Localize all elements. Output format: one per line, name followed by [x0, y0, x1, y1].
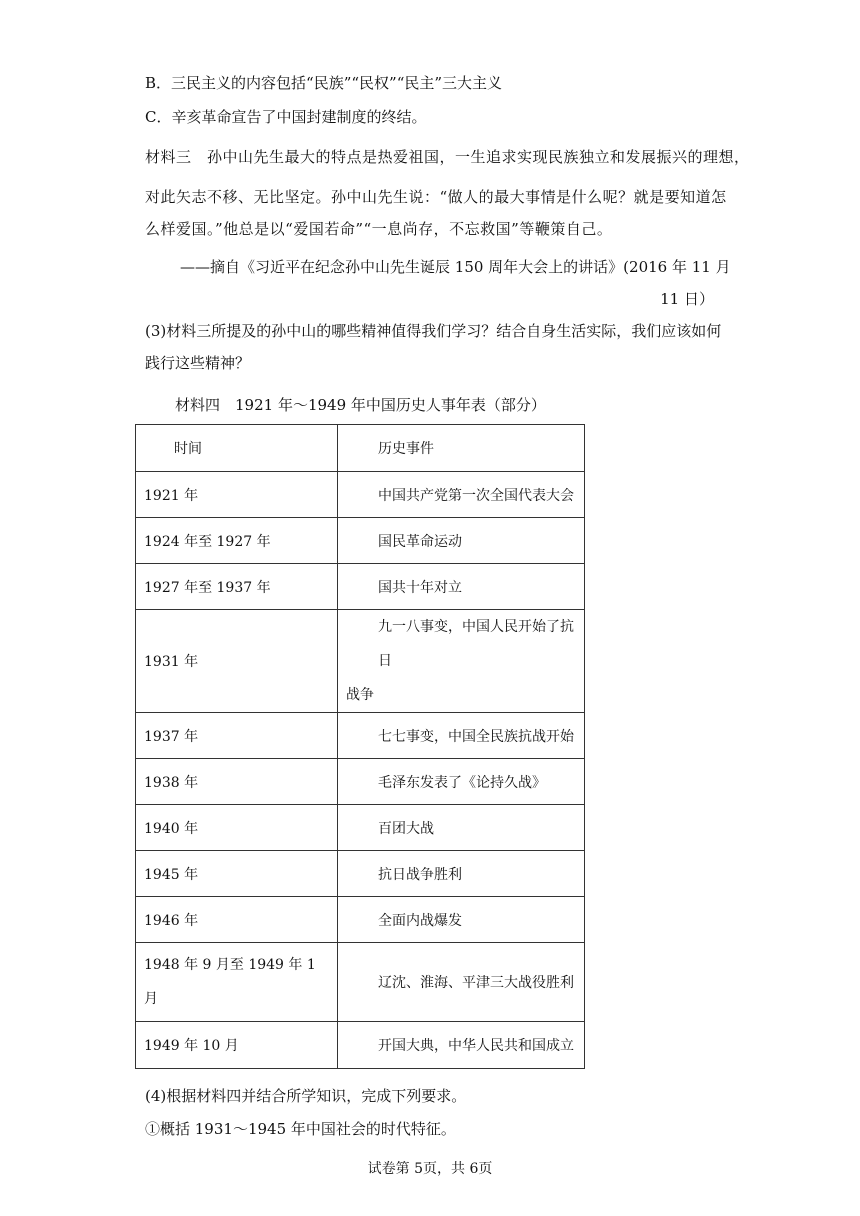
question4-line2: ①概括 1931～1945 年中国社会的时代特征。: [145, 1120, 456, 1138]
table-row: [136, 851, 585, 897]
table-row: [136, 805, 585, 851]
material4-caption: 材料四 1921 年～1949 年中国历史人事年表（部分）: [175, 396, 546, 414]
table-header-row: [136, 425, 585, 472]
option-c: C．辛亥革命宣告了中国封建制度的终结。: [145, 108, 427, 126]
row-time: 1938 年: [136, 759, 338, 805]
material3-line1: 材料三 孙中山先生最大的特点是热爱祖国，一生追求实现民族独立和发展振兴的理想，: [145, 148, 750, 166]
row-event: [338, 610, 585, 713]
row-event-line2: 战争: [346, 687, 374, 703]
row-time-line2: 月: [144, 991, 158, 1007]
option-b: B．三民主义的内容包括“民族”“民权”“民主”三大主义: [145, 74, 503, 92]
table-row: [136, 564, 585, 610]
material3-line3: 么样爱国。”他总是以“爱国若命”“一息尚存，不忘救国”等鞭策自己。: [145, 220, 613, 238]
row-event: 国民革命运动: [338, 518, 585, 564]
row-event: 国共十年对立: [338, 564, 585, 610]
row-time: 1946 年: [136, 897, 338, 943]
table-row: [136, 897, 585, 943]
material3-source-line1: ——摘自《习近平在纪念孙中山先生诞辰 150 周年大会上的讲话》(2016 年 11 月: [180, 258, 731, 276]
table-row: [136, 943, 585, 1022]
row-time-line1: 1948 年 9 月至 1949 年 1: [144, 957, 316, 973]
row-event: 中国共产党第一次全国代表大会: [338, 472, 585, 518]
timeline-table: [135, 424, 585, 1069]
table-row: [136, 518, 585, 564]
row-time: [136, 943, 338, 1022]
question3-line1: (3)材料三所提及的孙中山的哪些精神值得我们学习？结合自身生活实际，我们应该如何: [145, 322, 722, 340]
table-row: [136, 610, 585, 713]
row-time: 1927 年至 1937 年: [136, 564, 338, 610]
header-event: 历史事件: [338, 425, 585, 472]
table-row: [136, 472, 585, 518]
row-event-line1: 九一八事变，中国人民开始了抗日: [378, 619, 574, 669]
header-time: 时间: [136, 425, 338, 472]
row-time: 1931 年: [136, 610, 338, 713]
row-time: 1949 年 10 月: [136, 1022, 338, 1069]
row-time: 1921 年: [136, 472, 338, 518]
row-event: 开国大典，中华人民共和国成立: [338, 1022, 585, 1069]
row-time: 1940 年: [136, 805, 338, 851]
row-time: 1924 年至 1927 年: [136, 518, 338, 564]
row-time: 1937 年: [136, 713, 338, 759]
row-time: 1945 年: [136, 851, 338, 897]
row-event: 毛泽东发表了《论持久战》: [338, 759, 585, 805]
question3-line2: 践行这些精神？: [145, 354, 251, 372]
row-event: 全面内战爆发: [338, 897, 585, 943]
page-footer: 试卷第 5页，共 6页: [367, 1161, 493, 1177]
row-event: 辽沈、淮海、平津三大战役胜利: [338, 943, 585, 1022]
material3-source-line2: 11 日）: [660, 290, 714, 308]
row-event: 抗日战争胜利: [338, 851, 585, 897]
table-row: [136, 1022, 585, 1069]
row-event: 百团大战: [338, 805, 585, 851]
row-event: 七七事变，中国全民族抗战开始: [338, 713, 585, 759]
material3-line2: 对此矢志不移、无比坚定。孙中山先生说：“做人的最大事情是什么呢？就是要知道怎: [145, 188, 727, 206]
table-row: [136, 713, 585, 759]
question4-line1: (4)根据材料四并结合所学知识，完成下列要求。: [145, 1087, 467, 1105]
table-row: [136, 759, 585, 805]
